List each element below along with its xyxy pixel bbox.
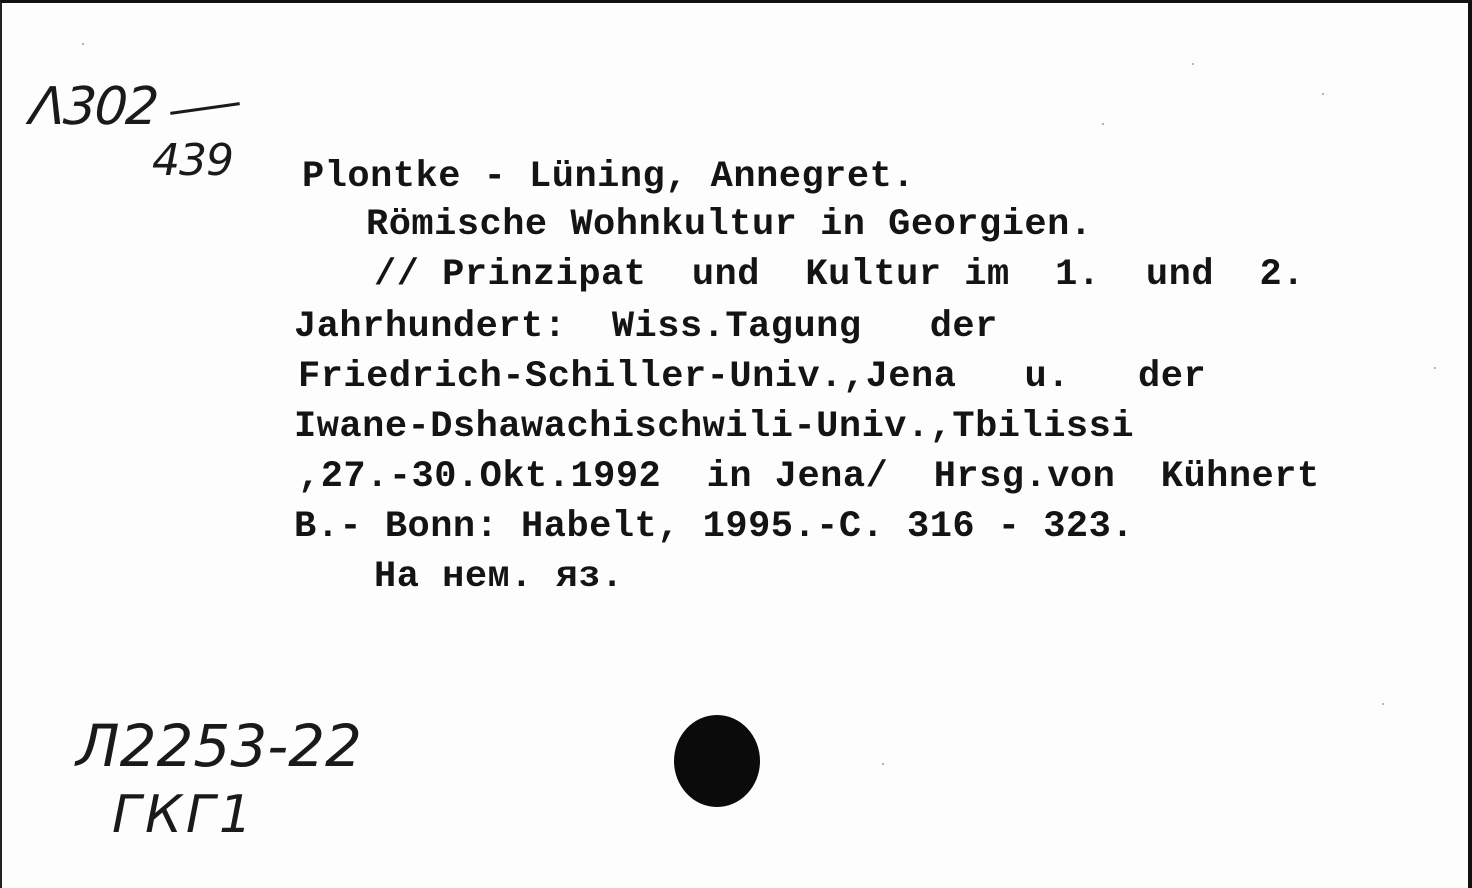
paper-speck xyxy=(1102,123,1104,125)
entry-author: Plontke - Lüning, Annegret. xyxy=(302,156,915,198)
shelfmark-top: Λ302 xyxy=(27,77,159,137)
entry-source-line: // Prinzipat und Kultur im 1. und 2. xyxy=(374,254,1305,296)
paper-speck xyxy=(1322,93,1324,95)
entry-title: Römische Wohnkultur in Georgien. xyxy=(366,204,1093,246)
entry-source-line: B.- Bonn: Habelt, 1995.-C. 316 - 323. xyxy=(294,506,1135,548)
paper-speck xyxy=(1434,367,1436,369)
entry-source-line: Friedrich-Schiller-Univ.,Jena u. der xyxy=(298,356,1207,398)
paper-speck xyxy=(1192,63,1194,65)
entry-language-note: На нем. яз. xyxy=(374,556,624,598)
punch-hole xyxy=(674,715,760,807)
entry-source-line: Iwane-Dshawachischwili-Univ.,Tbilissi xyxy=(294,406,1135,448)
paper-speck xyxy=(1382,703,1384,705)
shelfmark-dash xyxy=(170,102,240,115)
paper-speck xyxy=(882,763,884,765)
shelfmark-bottom: 439 xyxy=(152,135,233,186)
paper-speck xyxy=(82,43,84,45)
entry-source-line: Jahrhundert: Wiss.Tagung der xyxy=(294,306,998,348)
collection-code: ГКГ1 xyxy=(112,785,256,845)
call-number: Л2253-22 xyxy=(76,712,362,780)
entry-source-line: ,27.-30.Okt.1992 in Jena/ Hrsg.von Kühnert xyxy=(298,456,1320,498)
